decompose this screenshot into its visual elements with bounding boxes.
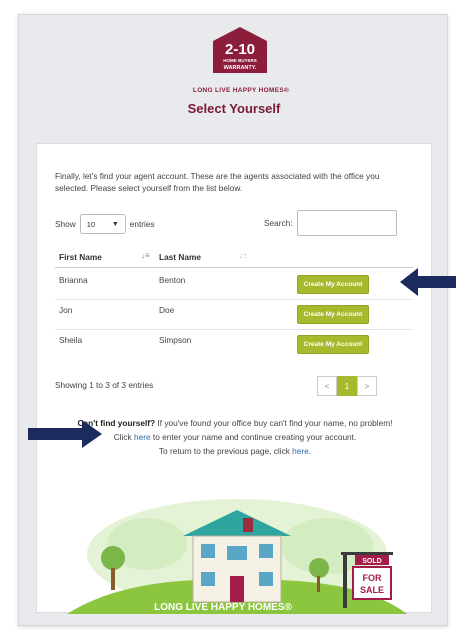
cant-find-heading: Can't find yourself? bbox=[77, 418, 156, 428]
entries-label: entries bbox=[129, 219, 155, 229]
intro-text: Finally, let's find your agent account. These are the agents associated with the office you selected. Please select yourself from the list below. bbox=[55, 171, 380, 193]
brand-logo[interactable] bbox=[192, 27, 290, 99]
first-name-cell: Sheila bbox=[59, 335, 83, 345]
table-row bbox=[55, 300, 413, 330]
table-row bbox=[55, 330, 413, 360]
for-sale-text-1: FOR bbox=[362, 573, 382, 583]
last-name-cell: Benton bbox=[159, 275, 186, 285]
table-info: Showing 1 to 3 of 3 entries bbox=[55, 380, 154, 390]
arrow-left-icon bbox=[400, 268, 456, 296]
sort-ascending-icon[interactable]: ↓≡ bbox=[141, 251, 150, 260]
entries-select[interactable] bbox=[80, 214, 126, 234]
for-sale-text-2: SALE bbox=[359, 585, 385, 595]
page-frame bbox=[18, 14, 448, 626]
svg-text:HOME BUYERS: HOME BUYERS bbox=[223, 58, 257, 63]
sold-sign-text: SOLD bbox=[362, 558, 382, 565]
create-account-button[interactable]: Create My Account bbox=[297, 335, 369, 354]
pagination bbox=[317, 376, 377, 396]
table-header bbox=[55, 248, 413, 268]
caret-down-icon: ▼ bbox=[111, 220, 119, 228]
previous-page-link[interactable]: here bbox=[292, 446, 309, 456]
svg-text:WARRANTY.: WARRANTY. bbox=[223, 65, 257, 71]
arrow-right-icon bbox=[28, 420, 102, 448]
page-1-button[interactable]: 1 bbox=[337, 376, 357, 396]
first-name-cell: Jon bbox=[59, 305, 73, 315]
create-account-button[interactable]: Create My Account bbox=[297, 305, 369, 324]
next-page-button[interactable]: > bbox=[357, 376, 377, 396]
return-text: To return to the previous page, click bbox=[158, 446, 293, 456]
page-title: Select Yourself bbox=[187, 101, 281, 116]
show-label: Show bbox=[55, 219, 76, 229]
house-logo-icon bbox=[213, 27, 267, 73]
column-header-first-name[interactable]: First Name bbox=[59, 252, 102, 262]
cant-find-text: If you've found your office buy can't find your name, no problem! bbox=[155, 418, 393, 428]
last-name-cell: Doe bbox=[159, 305, 175, 315]
column-header-last-name[interactable]: Last Name bbox=[159, 252, 201, 262]
banner-text: LONG LIVE HAPPY HOMES® bbox=[154, 602, 292, 613]
brand-tagline: LONG LIVE HAPPY HOMES® bbox=[192, 87, 290, 94]
sort-both-icon[interactable]: ↓↑ bbox=[239, 251, 247, 260]
previous-page-button[interactable]: < bbox=[317, 376, 337, 396]
enter-name-link[interactable]: here bbox=[133, 432, 151, 442]
table-row bbox=[55, 270, 413, 300]
click-text: Click bbox=[113, 432, 134, 442]
search-input[interactable] bbox=[297, 210, 397, 236]
agent-select-card bbox=[36, 143, 432, 613]
search-label: Search: bbox=[264, 218, 293, 228]
search-control bbox=[264, 210, 397, 236]
last-name-cell: Simpson bbox=[159, 335, 192, 345]
page-length-control bbox=[55, 214, 155, 234]
period-text: . bbox=[308, 446, 312, 456]
svg-text:2-10: 2-10 bbox=[224, 41, 256, 58]
entries-select-value: 10 bbox=[86, 219, 96, 229]
create-account-button[interactable]: Create My Account bbox=[297, 275, 369, 294]
happy-homes-illustration bbox=[37, 484, 433, 614]
continue-text: to enter your name and continue creating your account. bbox=[150, 432, 357, 442]
first-name-cell: Brianna bbox=[59, 275, 88, 285]
